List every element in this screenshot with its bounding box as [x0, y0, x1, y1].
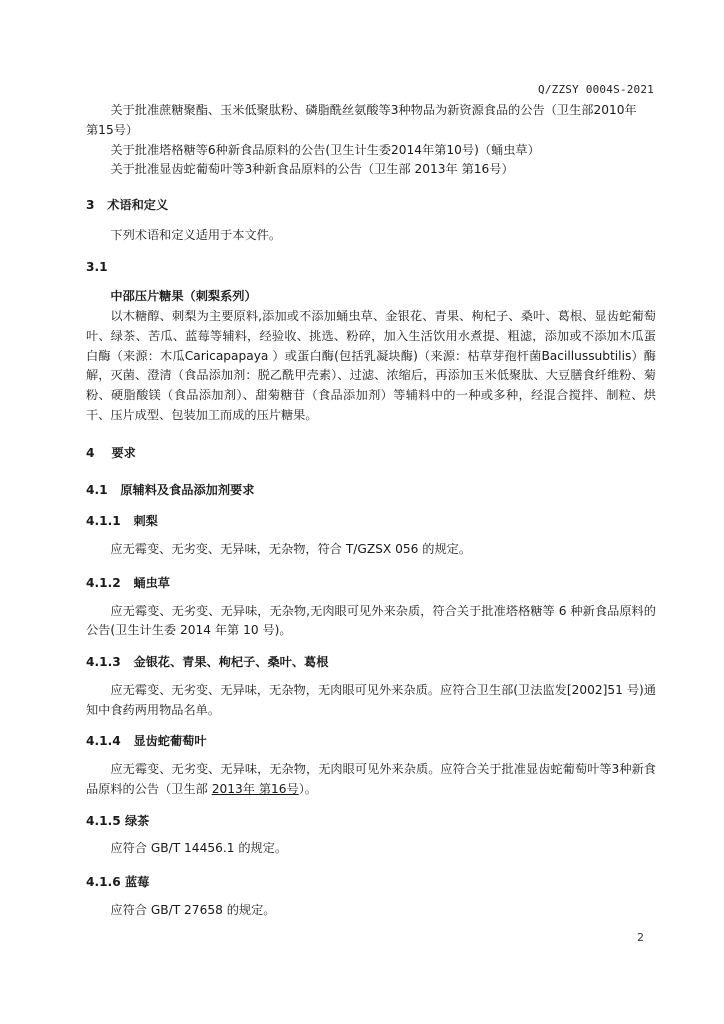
term-3-1-name: 中邵压片糖果（刺梨系列） — [110, 289, 257, 304]
item-4-1-3-heading — [86, 653, 656, 673]
item-4-1-6-text: 应符合 GB/T 27658 的规定。 — [110, 902, 276, 917]
item-4-1-4-text-part-a: 应无霉变、无劣变、无异味，无杂物，无肉眼可见外来杂质。应符合关于批准显齿蛇葡萄叶等3种新食品原料的公告（卫生部 — [86, 762, 656, 796]
item-4-1-3-text: 应无霉变、无劣变、无异味，无杂物，无肉眼可见外来杂质。应符合卫生部(卫法监发[2002]51 号)通知中食药两用物品名单。 — [86, 682, 656, 717]
item-4-1-4-text — [86, 760, 656, 800]
item-4-1-4-heading — [86, 732, 656, 752]
section-4-heading — [86, 444, 656, 464]
section-number: 3 — [86, 198, 95, 213]
item-number: 4.1.3 — [86, 655, 121, 670]
subsection-title: 原辅料及食品添加剂要求 — [120, 483, 255, 498]
section-title: 要求 — [111, 445, 136, 460]
term-3-1-number: 3.1 — [86, 259, 108, 274]
item-4-1-5-text: 应符合 GB/T 14456.1 的规定。 — [110, 841, 288, 856]
item-4-1-1-heading — [86, 512, 656, 532]
item-number: 4.1.1 — [86, 514, 121, 529]
section-3-intro: 下列术语和定义适用于本文件。 — [110, 227, 282, 242]
item-number: 4.1.5 — [86, 813, 121, 828]
item-title: 蛹虫草 — [133, 575, 170, 590]
reference-3: 关于批准显齿蛇葡萄叶等3种新食品原料的公告（卫生部 2013年 第16号） — [110, 162, 514, 177]
item-4-1-4-text-part-b: ）。 — [298, 781, 317, 796]
item-4-1-4-text-underlined: 2013年 第16号 — [211, 781, 299, 796]
item-4-1-2-heading — [86, 574, 656, 594]
subsection-4-1-heading — [86, 481, 656, 501]
reference-1-cont: 第15号） — [86, 122, 139, 137]
item-number: 4.1.2 — [86, 575, 121, 590]
item-title: 蓝莓 — [124, 875, 150, 890]
item-title: 显齿蛇葡萄叶 — [133, 734, 207, 749]
reference-2: 关于批准塔格糖等6种新食品原料的公告(卫生计生委2014年第10号)（蛹虫草） — [110, 142, 540, 157]
item-4-1-6-heading — [86, 873, 656, 893]
item-4-1-1-text: 应无霉变、无劣变、无异味，无杂物，符合 T/GZSX 056 的规定。 — [110, 542, 472, 557]
item-4-1-2-text: 应无霉变、无劣变、无异味，无杂物,无肉眼可见外来杂质，符合关于批准塔格糖等 6 种新食品原料的公告(卫生计生委 2014 年第 10 号)。 — [86, 603, 656, 638]
page-number: 2 — [637, 931, 644, 944]
subsection-number: 4.1 — [86, 483, 108, 498]
term-3-1-definition: 以木糖醇、刺梨为主要原料,添加或不添加蛹虫草、金银花、青果、枸杞子、桑叶、葛根、显齿蛇葡萄叶、绿茶、苦瓜、蓝莓等辅料，经验收、挑选、粉碎，加入生活饮用水煮提、粗滤，添加或不添加木瓜蛋白酶（来源：木瓜Caricapapaya ）或蛋白酶(包括乳凝块酶)（来源：枯草芽孢杆菌Bacillussubtilis）酶解，灭菌、澄清（食品添加剂：脱乙酰甲壳素）、过滤、浓缩后，再添加玉米低聚肽、大豆膳食纤维粉、菊粉、硬脂酸镁（食品添加剂）、甜菊糖苷（食品添加剂）等辅料中的一种或多种，经混合搅拌、制粒、烘干、压片成型、包装加工而成的压片糖果。 — [86, 309, 656, 422]
section-number: 4 — [86, 445, 95, 460]
item-4-1-5-heading — [86, 812, 656, 832]
item-number: 4.1.6 — [86, 875, 121, 890]
section-3-heading — [86, 196, 656, 216]
standard-code: Q/ZZSY 0004S-2021 — [538, 83, 654, 96]
item-title: 刺梨 — [133, 514, 158, 529]
document-body — [86, 101, 656, 921]
reference-1-line-1: 关于批准蔗糖聚酯、玉米低聚肽粉、磷脂酰丝氨酸等3种物品为新资源食品的公告（卫生部2010年 — [110, 103, 637, 117]
section-title: 术语和定义 — [107, 198, 169, 213]
reference-1 — [86, 101, 656, 121]
item-number: 4.1.4 — [86, 734, 121, 749]
item-title: 金银花、青果、枸杞子、桑叶、葛根 — [133, 655, 329, 670]
item-title: 绿茶 — [124, 813, 150, 828]
